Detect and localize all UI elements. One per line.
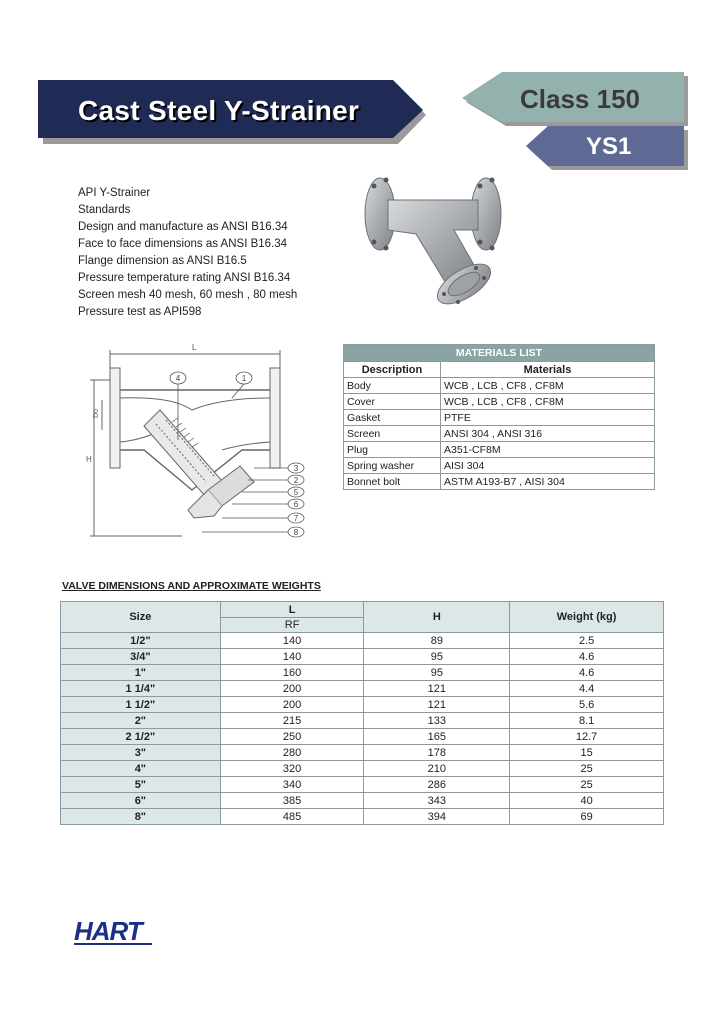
spec-item: Pressure test as API598 bbox=[78, 306, 202, 318]
dimension-row bbox=[61, 633, 664, 649]
model-code: YS1 bbox=[586, 133, 632, 160]
dimension-row bbox=[61, 649, 664, 665]
cell-h: 210 bbox=[364, 761, 510, 777]
cell-h: 121 bbox=[364, 697, 510, 713]
dimension-row bbox=[61, 777, 664, 793]
dimension-row bbox=[61, 761, 664, 777]
cell-size: 6" bbox=[61, 793, 221, 809]
materials-value: ANSI 304 , ANSI 316 bbox=[441, 426, 655, 442]
cell-weight: 4.6 bbox=[510, 649, 664, 665]
spec-list bbox=[78, 185, 297, 321]
cell-l-rf: 200 bbox=[220, 681, 364, 697]
materials-row bbox=[344, 410, 655, 426]
dim-h-label: H bbox=[86, 455, 92, 464]
dimension-row bbox=[61, 809, 664, 825]
hart-logo bbox=[72, 914, 156, 948]
cell-size: 2 1/2" bbox=[61, 729, 221, 745]
callout-5: 5 bbox=[293, 488, 299, 497]
cell-l-rf: 280 bbox=[220, 745, 364, 761]
spec-item: Face to face dimensions as ANSI B16.34 bbox=[78, 238, 288, 250]
dimension-row bbox=[61, 793, 664, 809]
dimension-row bbox=[61, 665, 664, 681]
dimensions-caption: VALVE DIMENSIONS AND APPROXIMATE WEIGHTS bbox=[62, 580, 321, 592]
cell-weight: 4.4 bbox=[510, 681, 664, 697]
materials-part: Plug bbox=[344, 442, 441, 458]
cell-weight: 8.1 bbox=[510, 713, 664, 729]
cell-l-rf: 485 bbox=[220, 809, 364, 825]
materials-value: WCB , LCB , CF8 , CF8M bbox=[441, 378, 655, 394]
cell-l-rf: 200 bbox=[220, 697, 364, 713]
materials-part: Bonnet bolt bbox=[344, 474, 441, 490]
materials-row bbox=[344, 458, 655, 474]
materials-part: Gasket bbox=[344, 410, 441, 426]
cell-h: 343 bbox=[364, 793, 510, 809]
materials-part: Spring washer bbox=[344, 458, 441, 474]
cell-l-rf: 340 bbox=[220, 777, 364, 793]
title-banner bbox=[38, 80, 428, 144]
cell-h: 95 bbox=[364, 649, 510, 665]
spec-item: API Y-Strainer bbox=[78, 187, 151, 199]
materials-row bbox=[344, 426, 655, 442]
cell-weight: 25 bbox=[510, 761, 664, 777]
cell-size: 8" bbox=[61, 809, 221, 825]
spec-item: Screen mesh 40 mesh, 60 mesh , 80 mesh bbox=[78, 289, 298, 301]
cell-weight: 2.5 bbox=[510, 633, 664, 649]
cell-h: 394 bbox=[364, 809, 510, 825]
materials-value: ASTM A193-B7 , AISI 304 bbox=[441, 474, 655, 490]
cell-l-rf: 385 bbox=[220, 793, 364, 809]
model-banner bbox=[526, 126, 688, 170]
cell-l-rf: 250 bbox=[220, 729, 364, 745]
cell-l-rf: 140 bbox=[220, 649, 364, 665]
cell-size: 1/2" bbox=[61, 633, 221, 649]
spec-item: Standards bbox=[78, 204, 131, 216]
cell-h: 178 bbox=[364, 745, 510, 761]
materials-row bbox=[344, 442, 655, 458]
cell-size: 4" bbox=[61, 761, 221, 777]
page-title: Cast Steel Y-Strainer bbox=[78, 95, 360, 126]
materials-part: Screen bbox=[344, 426, 441, 442]
cell-weight: 5.6 bbox=[510, 697, 664, 713]
materials-header-description: Description bbox=[344, 362, 441, 378]
materials-part: Body bbox=[344, 378, 441, 394]
svg-text:HART: HART bbox=[74, 916, 142, 946]
dimension-row bbox=[61, 713, 664, 729]
cell-weight: 12.7 bbox=[510, 729, 664, 745]
dimension-row bbox=[61, 681, 664, 697]
dimensions-table bbox=[60, 601, 664, 825]
materials-part: Cover bbox=[344, 394, 441, 410]
callout-8: 8 bbox=[293, 528, 299, 537]
cell-size: 1" bbox=[61, 665, 221, 681]
dim-do-label: Do bbox=[93, 409, 100, 418]
cell-size: 1 1/4" bbox=[61, 681, 221, 697]
materials-value: WCB , LCB , CF8 , CF8M bbox=[441, 394, 655, 410]
cell-size: 3" bbox=[61, 745, 221, 761]
callout-1: 1 bbox=[241, 374, 247, 383]
cell-h: 133 bbox=[364, 713, 510, 729]
technical-drawing bbox=[82, 340, 322, 550]
dimensions-body bbox=[61, 633, 664, 825]
materials-value: PTFE bbox=[441, 410, 655, 426]
materials-header-materials: Materials bbox=[441, 362, 655, 378]
cell-h: 121 bbox=[364, 681, 510, 697]
callout-7: 7 bbox=[293, 514, 299, 523]
product-photo bbox=[358, 172, 508, 322]
cell-weight: 40 bbox=[510, 793, 664, 809]
dim-l-label: L bbox=[192, 343, 197, 352]
class-banner bbox=[462, 72, 688, 126]
materials-row bbox=[344, 394, 655, 410]
cell-weight: 25 bbox=[510, 777, 664, 793]
spec-item: Pressure temperature rating ANSI B16.34 bbox=[78, 272, 291, 284]
header-l-rf: RF bbox=[220, 618, 364, 633]
cell-l-rf: 140 bbox=[220, 633, 364, 649]
spec-item: Flange dimension as ANSI B16.5 bbox=[78, 255, 247, 267]
cell-weight: 69 bbox=[510, 809, 664, 825]
spec-item: Design and manufacture as ANSI B16.34 bbox=[78, 221, 288, 233]
cell-size: 3/4" bbox=[61, 649, 221, 665]
callout-2: 2 bbox=[293, 476, 299, 485]
cell-size: 2" bbox=[61, 713, 221, 729]
materials-value: AISI 304 bbox=[441, 458, 655, 474]
header-weight: Weight (kg) bbox=[510, 602, 664, 633]
dimension-row bbox=[61, 697, 664, 713]
cell-size: 5" bbox=[61, 777, 221, 793]
cell-h: 165 bbox=[364, 729, 510, 745]
header-h: H bbox=[364, 602, 510, 633]
dimension-row bbox=[61, 729, 664, 745]
cell-weight: 4.6 bbox=[510, 665, 664, 681]
cell-h: 89 bbox=[364, 633, 510, 649]
cell-l-rf: 320 bbox=[220, 761, 364, 777]
header-size: Size bbox=[61, 602, 221, 633]
callout-3: 3 bbox=[293, 464, 299, 473]
class-label: Class 150 bbox=[520, 84, 640, 114]
cell-size: 1 1/2" bbox=[61, 697, 221, 713]
materials-title: MATERIALS LIST bbox=[344, 345, 655, 362]
callout-6: 6 bbox=[293, 500, 299, 509]
cell-h: 95 bbox=[364, 665, 510, 681]
callout-4: 4 bbox=[175, 374, 181, 383]
cell-weight: 15 bbox=[510, 745, 664, 761]
materials-table bbox=[343, 344, 655, 490]
cell-l-rf: 160 bbox=[220, 665, 364, 681]
materials-value: A351-CF8M bbox=[441, 442, 655, 458]
cell-l-rf: 215 bbox=[220, 713, 364, 729]
cell-h: 286 bbox=[364, 777, 510, 793]
materials-row bbox=[344, 474, 655, 490]
dimension-row bbox=[61, 745, 664, 761]
materials-row bbox=[344, 378, 655, 394]
header-l: L bbox=[220, 602, 364, 618]
